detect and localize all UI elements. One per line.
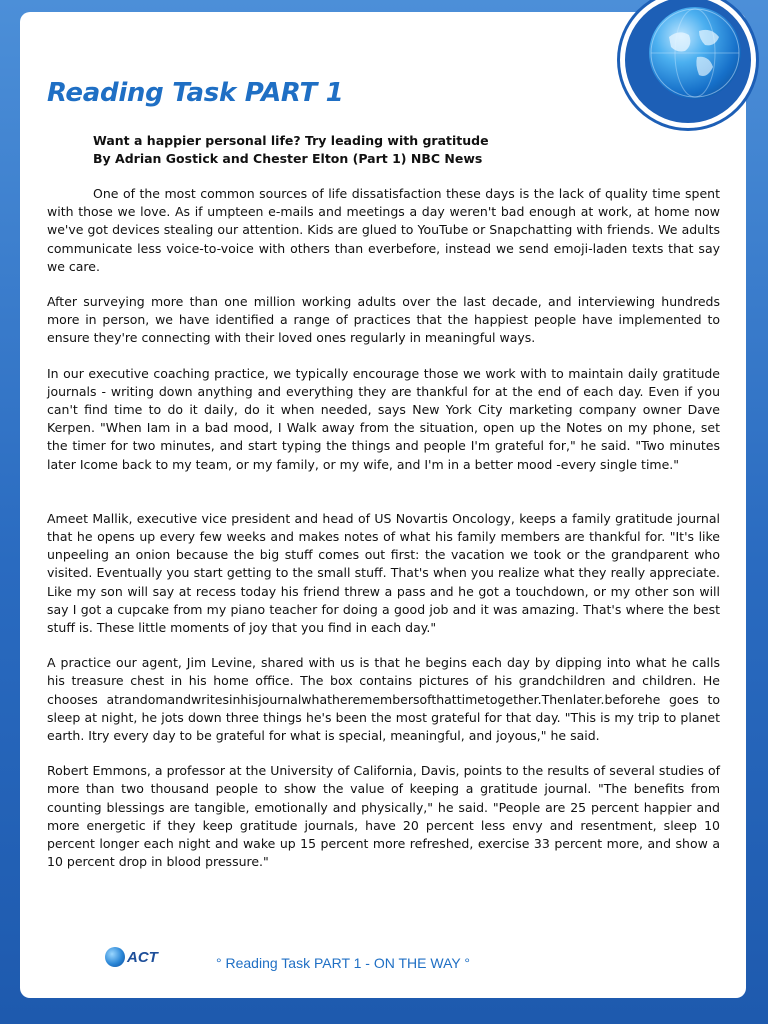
globe-logo-icon xyxy=(105,947,125,967)
paragraph: In our executive coaching practice, we typically encourage those we work with to maintain daily gratitude journals - writing down anything and everything they are thankful for at the end of each day. Even if you can't find time to do it daily, do it when needed, says New York City marketing company owner Dave Kerpen. "When Iam in a bad mood, I Walk away from the situation, open up the Notes on my phone, set the timer for two minutes, and start typing the things and people I'm grateful for," he said. "Two minutes later Icome back to my team, or my family, or my wife, and I'm in a better mood -every single time." xyxy=(47,365,720,472)
page-title: Reading Task PART 1 xyxy=(47,78,344,108)
paragraph: After surveying more than one million working adults over the last decade, and interviewing hundreds more in person, we have identified a range of practices that the happiest people have implemented to ensure they're connecting with their loved ones regularly in meaningful ways. xyxy=(47,294,720,346)
article-body xyxy=(47,185,720,889)
paragraph: One of the most common sources of life dissatisfaction these days is the lack of quality time spent with those we love. As if umpteen e-mails and meetings a day weren't bad enough at work, at home now we've got devices stealing our attention. Kids are glued to YouTube or Snapchatting with friends. We adults communicate less voice-to-voice with others than everbefore, instead we send emoji-laden texts that say we care. xyxy=(47,186,720,274)
globe-icon xyxy=(649,7,741,99)
paragraph: Robert Emmons, a professor at the University of California, Davis, points to the results of several studies of more than two thousand people to show the value of keeping a gratitude journal. "The benefits from counting blessings are tangible, emotionally and physically," he said. "People are 25 percent happier and more energetic if they keep gratitude journals, have 20 percent less envy and resentment, sleep 10 percent longer each night and wake up 15 percent more refreshed, exercise 33 percent more, and show a 10 percent drop in blood pressure." xyxy=(47,763,720,870)
article-headline: Want a happier personal life? Try leading with gratitude xyxy=(93,133,489,148)
article-header xyxy=(93,132,489,168)
paragraph: Ameet Mallik, executive vice president and head of US Novartis Oncology, keeps a family gratitude journal that he opens up every few weeks and makes notes of what his family members are thankful for. "It's like unpeeling an onion because the big stuff comes out first: the vacation we took or the grandparent who visited. Eventually you start getting to the small stuff. That's when you realize what they really appreciate. Like my son will say at recess today his friend threw a pass and he got a touchdown, or my other son will say I got a cupcake from my piano teacher for doing a good job and it was amazing. That's where the best stuff is. These little moments of joy that you find in each day." xyxy=(47,510,720,636)
footer-caption: ° Reading Task PART 1 - ON THE WAY ° xyxy=(216,955,470,971)
paragraph: A practice our agent, Jim Levine, shared with us is that he begins each day by dipping into what he calls his treasure chest in his home office. The box contains pictures of his grandchildren and children. He chooses atrandomandwritesinhisjournalwhatheremembersofthattimetogether.Thenlater.beforehe goes to sleep at night, he jots down three things he's been the most grateful for that day. "This is my trip to planet earth. Itry every day to be grateful for what is special, meaningful, and joyous," he said. xyxy=(47,655,720,744)
act-logo xyxy=(105,946,158,968)
article-byline: By Adrian Gostick and Chester Elton (Part 1) NBC News xyxy=(93,151,483,166)
logo-text: ACT xyxy=(127,948,158,966)
